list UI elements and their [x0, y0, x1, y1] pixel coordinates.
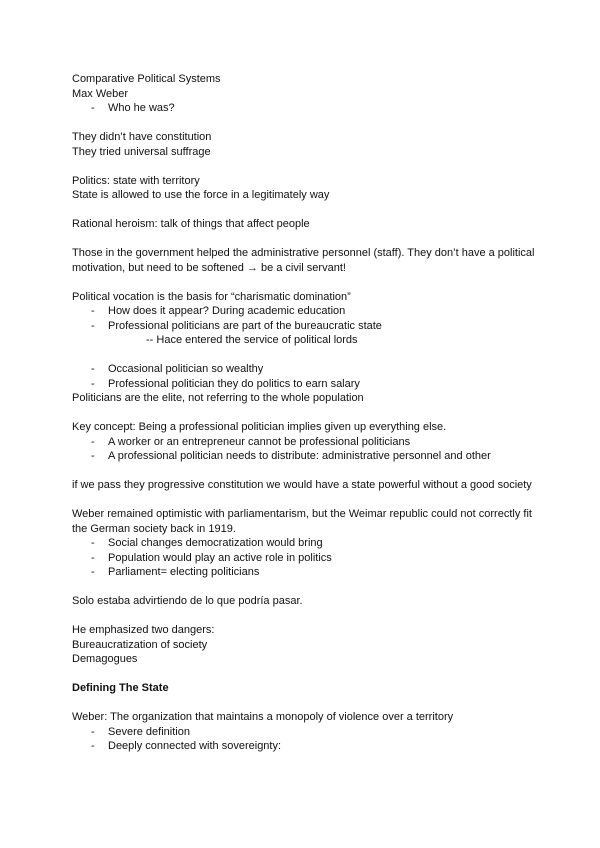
paragraph: Politics: state with territory — [72, 174, 200, 187]
dash-bullet-icon: - — [91, 566, 95, 578]
paragraph: Bureaucratization of society — [72, 638, 208, 651]
dash-bullet-icon: - — [91, 450, 95, 462]
paragraph: Rational heroism: talk of things that affect people — [72, 218, 310, 230]
dash-bullet-icon: - — [91, 725, 95, 738]
list-item: - Population would play an active role in politics — [91, 551, 332, 564]
dash-bullet-icon: - — [91, 102, 95, 114]
dash-bullet-icon: - — [91, 305, 95, 317]
list-item: - Occasional politician so wealthy — [91, 363, 264, 375]
document-page — [72, 72, 542, 754]
list-item: - A professional politician needs to distribute: administrative personnel and other — [91, 450, 491, 462]
dash-bullet-icon: - — [91, 377, 95, 390]
section-heading: Defining The State — [72, 682, 169, 694]
paragraph: He emphasized two dangers: — [72, 624, 215, 636]
sub-list-item: -- Hace entered the service of political lords — [146, 334, 358, 346]
paragraph: Politicians are the elite, not referring to the whole population — [72, 392, 364, 404]
paragraph: They tried universal suffrage — [72, 145, 211, 158]
paragraph: Solo estaba advirtiendo de lo que podría pasar. — [72, 595, 303, 607]
paragraph: if we pass they progressive constitution we would have a state powerful without a good society — [72, 479, 532, 491]
list-item: - Who he was? — [91, 102, 175, 114]
author-name: Max Weber — [72, 87, 129, 100]
dash-bullet-icon: - — [91, 319, 95, 332]
dash-bullet-icon: - — [91, 537, 95, 549]
paragraph: Weber: The organization that maintains a monopoly of violence over a territory — [72, 711, 454, 723]
list-item: - Professional politician they do politics to earn salary — [91, 377, 360, 390]
list-item: - Social changes democratization would bring — [91, 537, 323, 549]
list-item: - Parliament= electing politicians — [91, 566, 260, 578]
paragraph: They didn’t have constitution — [72, 131, 212, 143]
paragraph: Those in the government helped the administrative personnel (staff). They don’t have a political motivation, but need to be softened → be a civil servant! — [72, 247, 535, 274]
paragraph: Political vocation is the basis for “charismatic domination” — [72, 290, 351, 303]
dash-bullet-icon: - — [91, 363, 95, 375]
list-item: - Professional politicians are part of the bureaucratic state — [91, 319, 382, 332]
course-title: Comparative Political Systems — [72, 73, 221, 85]
list-item: - Severe definition — [91, 725, 190, 738]
dash-bullet-icon: - — [91, 740, 95, 752]
paragraph: State is allowed to use the force in a legitimately way — [72, 189, 330, 201]
paragraph: Demagogues — [72, 653, 138, 665]
dash-bullet-icon: - — [91, 435, 95, 448]
list-item: - A worker or an entrepreneur cannot be professional politicians — [91, 435, 411, 448]
paragraph: Key concept: Being a professional politician implies given up everything else. — [72, 421, 447, 433]
list-item: - How does it appear? During academic education — [91, 305, 346, 317]
list-item: - Deeply connected with sovereignty: — [91, 740, 282, 752]
paragraph: Weber remained optimistic with parliamentarism, but the Weimar republic could not correctly fit the German society back in 1919. — [72, 508, 532, 535]
dash-bullet-icon: - — [91, 551, 95, 564]
